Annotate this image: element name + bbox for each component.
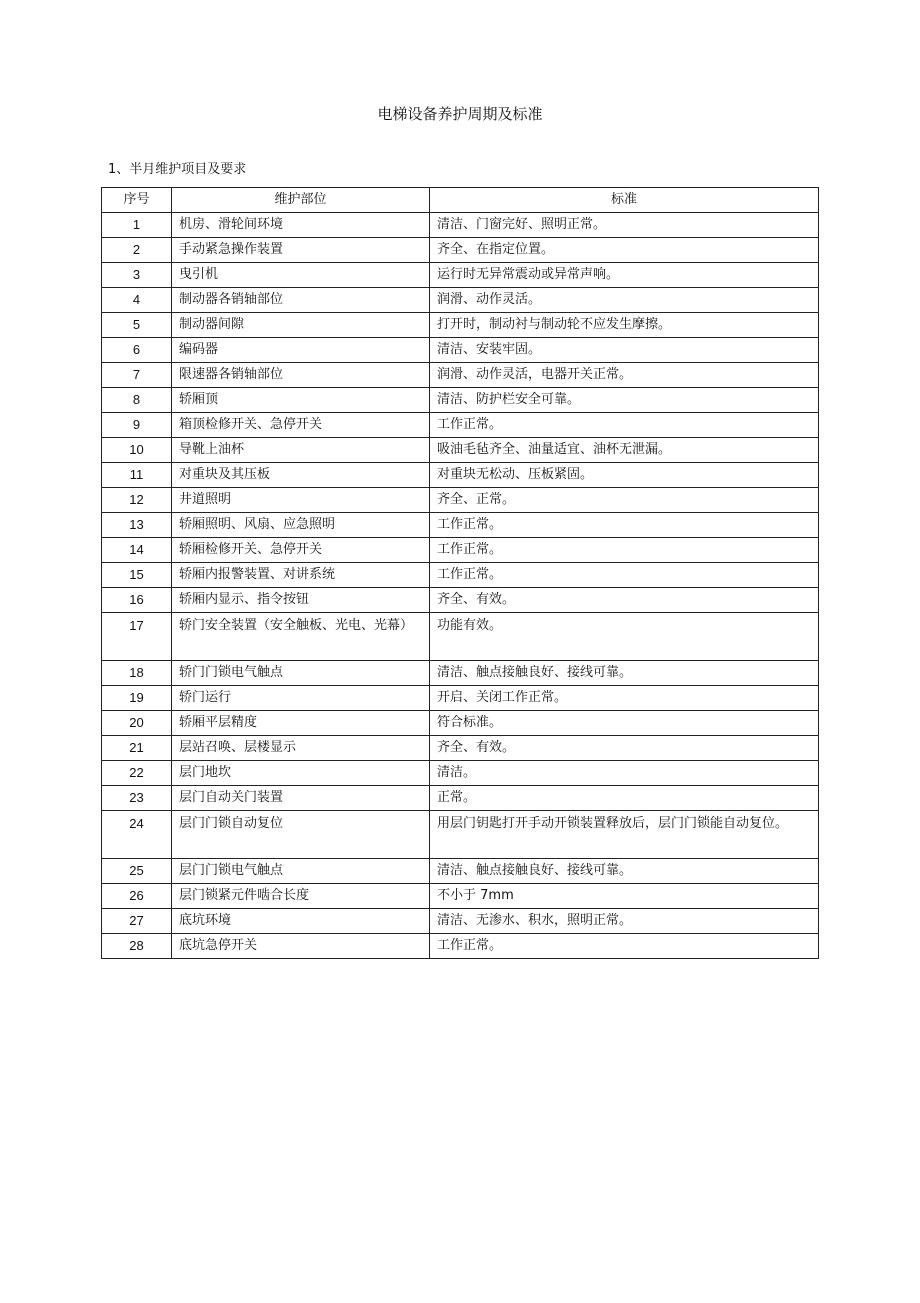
section-heading: 1、半月维护项目及要求 <box>108 162 247 177</box>
row-part: 轿厢检修开关、急停开关 <box>172 538 430 563</box>
row-standard: 打开时，制动衬与制动轮不应发生摩擦。 <box>430 313 819 338</box>
row-part: 底坑环境 <box>172 909 430 934</box>
row-number: 17 <box>102 613 172 661</box>
row-part: 层门地坎 <box>172 761 430 786</box>
table-row <box>102 811 819 859</box>
row-standard: 齐全、有效。 <box>430 588 819 613</box>
row-part: 层门自动关门装置 <box>172 786 430 811</box>
row-standard: 运行时无异常震动或异常声响。 <box>430 263 819 288</box>
row-number: 3 <box>102 263 172 288</box>
row-standard: 用层门钥匙打开手动开锁装置释放后，层门门锁能自动复位。 <box>430 811 819 859</box>
table-row <box>102 313 819 338</box>
row-standard: 吸油毛毡齐全、油量适宜、油杯无泄漏。 <box>430 438 819 463</box>
row-number: 4 <box>102 288 172 313</box>
row-number: 27 <box>102 909 172 934</box>
row-part: 井道照明 <box>172 488 430 513</box>
table-row <box>102 884 819 909</box>
maintenance-table <box>101 187 819 959</box>
row-standard: 开启、关闭工作正常。 <box>430 686 819 711</box>
row-part: 轿厢照明、风扇、应急照明 <box>172 513 430 538</box>
table-row <box>102 388 819 413</box>
table-row <box>102 563 819 588</box>
row-standard: 清洁。 <box>430 761 819 786</box>
row-part: 手动紧急操作装置 <box>172 238 430 263</box>
row-part: 导靴上油杯 <box>172 438 430 463</box>
table-row <box>102 538 819 563</box>
table-row <box>102 909 819 934</box>
table-row <box>102 711 819 736</box>
row-part: 编码器 <box>172 338 430 363</box>
row-standard: 齐全、在指定位置。 <box>430 238 819 263</box>
row-number: 13 <box>102 513 172 538</box>
table-row <box>102 736 819 761</box>
row-number: 21 <box>102 736 172 761</box>
header-number: 序号 <box>102 188 172 213</box>
row-part: 轿门运行 <box>172 686 430 711</box>
table-row <box>102 786 819 811</box>
row-number: 20 <box>102 711 172 736</box>
row-number: 22 <box>102 761 172 786</box>
header-standard: 标准 <box>430 188 819 213</box>
row-number: 15 <box>102 563 172 588</box>
row-standard: 清洁、无渗水、积水，照明正常。 <box>430 909 819 934</box>
row-part: 轿门安全装置（安全触板、光电、光幕） <box>172 613 430 661</box>
row-part: 底坑急停开关 <box>172 934 430 959</box>
table-row <box>102 363 819 388</box>
table-row <box>102 288 819 313</box>
row-standard: 润滑、动作灵活，电器开关正常。 <box>430 363 819 388</box>
table-row <box>102 463 819 488</box>
table-row <box>102 263 819 288</box>
table-row <box>102 513 819 538</box>
table-row <box>102 413 819 438</box>
row-number: 14 <box>102 538 172 563</box>
row-part: 轿门门锁电气触点 <box>172 661 430 686</box>
table-row <box>102 588 819 613</box>
table-row <box>102 859 819 884</box>
row-part: 轿厢顶 <box>172 388 430 413</box>
table-row <box>102 213 819 238</box>
row-standard: 清洁、防护栏安全可靠。 <box>430 388 819 413</box>
row-number: 16 <box>102 588 172 613</box>
row-standard: 工作正常。 <box>430 513 819 538</box>
row-standard: 工作正常。 <box>430 413 819 438</box>
document-title: 电梯设备养护周期及标准 <box>377 105 543 123</box>
row-number: 18 <box>102 661 172 686</box>
row-standard: 清洁、安装牢固。 <box>430 338 819 363</box>
row-part: 轿厢内报警装置、对讲系统 <box>172 563 430 588</box>
row-part: 轿厢内显示、指令按钮 <box>172 588 430 613</box>
table-row <box>102 761 819 786</box>
row-part: 对重块及其压板 <box>172 463 430 488</box>
row-number: 25 <box>102 859 172 884</box>
row-number: 19 <box>102 686 172 711</box>
table-row <box>102 338 819 363</box>
row-standard: 功能有效。 <box>430 613 819 661</box>
row-standard: 正常。 <box>430 786 819 811</box>
row-part: 层站召唤、层楼显示 <box>172 736 430 761</box>
row-standard: 清洁、触点接触良好、接线可靠。 <box>430 661 819 686</box>
row-part: 箱顶检修开关、急停开关 <box>172 413 430 438</box>
row-number: 2 <box>102 238 172 263</box>
table-row <box>102 238 819 263</box>
header-part: 维护部位 <box>172 188 430 213</box>
row-part: 层门门锁自动复位 <box>172 811 430 859</box>
row-number: 23 <box>102 786 172 811</box>
row-standard: 工作正常。 <box>430 563 819 588</box>
table-row <box>102 488 819 513</box>
row-number: 5 <box>102 313 172 338</box>
row-number: 10 <box>102 438 172 463</box>
row-standard: 工作正常。 <box>430 934 819 959</box>
table-row <box>102 934 819 959</box>
row-standard: 润滑、动作灵活。 <box>430 288 819 313</box>
row-number: 11 <box>102 463 172 488</box>
row-part: 轿厢平层精度 <box>172 711 430 736</box>
table-row <box>102 613 819 661</box>
row-standard: 齐全、有效。 <box>430 736 819 761</box>
row-part: 制动器间隙 <box>172 313 430 338</box>
table-row <box>102 438 819 463</box>
row-number: 24 <box>102 811 172 859</box>
row-number: 6 <box>102 338 172 363</box>
row-number: 12 <box>102 488 172 513</box>
row-number: 8 <box>102 388 172 413</box>
row-part: 机房、滑轮间环境 <box>172 213 430 238</box>
row-standard: 不小于 7mm <box>430 884 819 909</box>
table-row <box>102 661 819 686</box>
row-part: 层门门锁电气触点 <box>172 859 430 884</box>
row-standard: 清洁、触点接触良好、接线可靠。 <box>430 859 819 884</box>
row-part: 限速器各销轴部位 <box>172 363 430 388</box>
row-number: 28 <box>102 934 172 959</box>
row-number: 26 <box>102 884 172 909</box>
table-row <box>102 686 819 711</box>
row-part: 曳引机 <box>172 263 430 288</box>
row-standard: 工作正常。 <box>430 538 819 563</box>
row-standard: 对重块无松动、压板紧固。 <box>430 463 819 488</box>
table-header-row <box>102 188 819 213</box>
row-standard: 齐全、正常。 <box>430 488 819 513</box>
row-part: 制动器各销轴部位 <box>172 288 430 313</box>
row-standard: 符合标准。 <box>430 711 819 736</box>
row-part: 层门锁紧元件啮合长度 <box>172 884 430 909</box>
row-number: 7 <box>102 363 172 388</box>
row-number: 1 <box>102 213 172 238</box>
row-standard: 清洁、门窗完好、照明正常。 <box>430 213 819 238</box>
row-number: 9 <box>102 413 172 438</box>
